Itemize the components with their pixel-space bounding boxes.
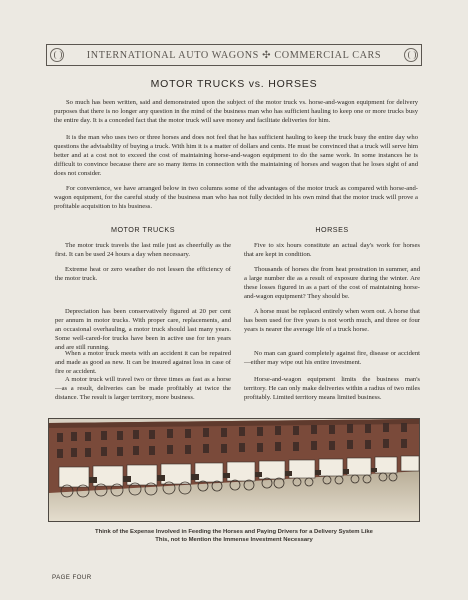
photo-caption-line-1: Think of the Expense Involved in Feeding the Horses and Paying Drivers for a Delivery System Like: [95, 529, 373, 535]
right-emblem-icon: [404, 48, 418, 62]
intro-paragraph-1: So much has been written, said and demonstrated upon the subject of the motor truck vs. horse-and-wagon equipment for delivery purposes that there is no longer any question in the mind of the business man who has sufficient hauling to keep one or more trucks busy the entire day. It is a conceded fact that the motor truck will save money and facilitate deliveries for him.: [54, 99, 418, 124]
motor-trucks-paragraph-2: Extreme heat or zero weather do not lessen the efficiency of the motor truck.: [55, 266, 231, 282]
page-number-label: PAGE FOUR: [52, 574, 92, 581]
photo-caption: [60, 528, 408, 544]
intro-paragraph-2: It is the man who uses two or three horses and does not feel that he has sufficient hauling to keep the truck busy the entire day who questions the advisability of buying a truck. With him it is a matter of dollars and cents. He must be convinced that a truck will serve him better and at a cost not to exceed the cost of maintaining horse-and-wagon equipment to do the same work. In some instances he is difficult to convince because there are so many items in connection with the maintaining of horses and wagon that he loses sight of and does not consider.: [54, 134, 418, 177]
banner-text: INTERNATIONAL AUTO WAGONS ✣ COMMERCIAL CARS: [86, 49, 382, 61]
delivery-wagons-photo: [48, 418, 420, 522]
intro-paragraph-3: For convenience, we have arranged below in two columns some of the advantages of the motor truck as compared with horse-and-wagon equipment, for the careful study of the business man who has not fully decided in his own mind that the motor truck will prove a profitable acquisition to his business.: [54, 185, 418, 210]
horses-paragraph-5: Horse-and-wagon equipment limits the business man's territory. He can only make deliveries within a radius of two miles profitably. Limited territory means limited business.: [244, 376, 420, 401]
motor-trucks-paragraph-1: The motor truck travels the last mile just as cheerfully as the first. It can be used 24 hours a day when necessary.: [55, 242, 231, 258]
horses-heading: HORSES: [315, 225, 349, 234]
page-header-banner: [46, 44, 422, 66]
horses-paragraph-1: Five to six hours constitute an actual day's work for horses that are kept in condition.: [244, 242, 420, 258]
motor-trucks-paragraph-4: When a motor truck meets with an accident it can be repaired and made as good as new. It can be insured against loss in case of fire or accident.: [55, 350, 231, 375]
motor-trucks-paragraph-3: Depreciation has been conservatively figured at 20 per cent per annum in motor trucks. With proper care, replacements, and an occasional overhauling, a motor truck should last many years. Some well-cared-for trucks have been in active use for ten years and are still running.: [55, 308, 231, 351]
horses-paragraph-2: Thousands of horses die from heat prostration in summer, and a large number die as a result of exposure during the winter. Are these losses figured in as a part of the cost of maintaining horse-and-wagon equipment? They should be.: [244, 266, 420, 300]
horses-paragraph-4: No man can guard completely against fire, disease or accident—either may wipe out his entire investment.: [244, 350, 420, 366]
photo-illustration: [49, 419, 420, 522]
article-title: MOTOR TRUCKS vs. HORSES: [150, 78, 318, 90]
photo-caption-line-2: This, not to Mention the Immense Investment Necessary: [155, 537, 313, 543]
motor-trucks-paragraph-5: A motor truck will travel two or three times as fast as a horse—as a result, deliveries can be made profitably at twice the distance. The result is larger territory, more business.: [55, 376, 231, 401]
horses-paragraph-3: A horse must be replaced entirely when worn out. A horse that has been used for five years is not worth much, and three or four years is nearer the average life of a truck horse.: [244, 308, 420, 333]
motor-trucks-heading: MOTOR TRUCKS: [110, 225, 176, 234]
left-emblem-icon: [50, 48, 64, 62]
